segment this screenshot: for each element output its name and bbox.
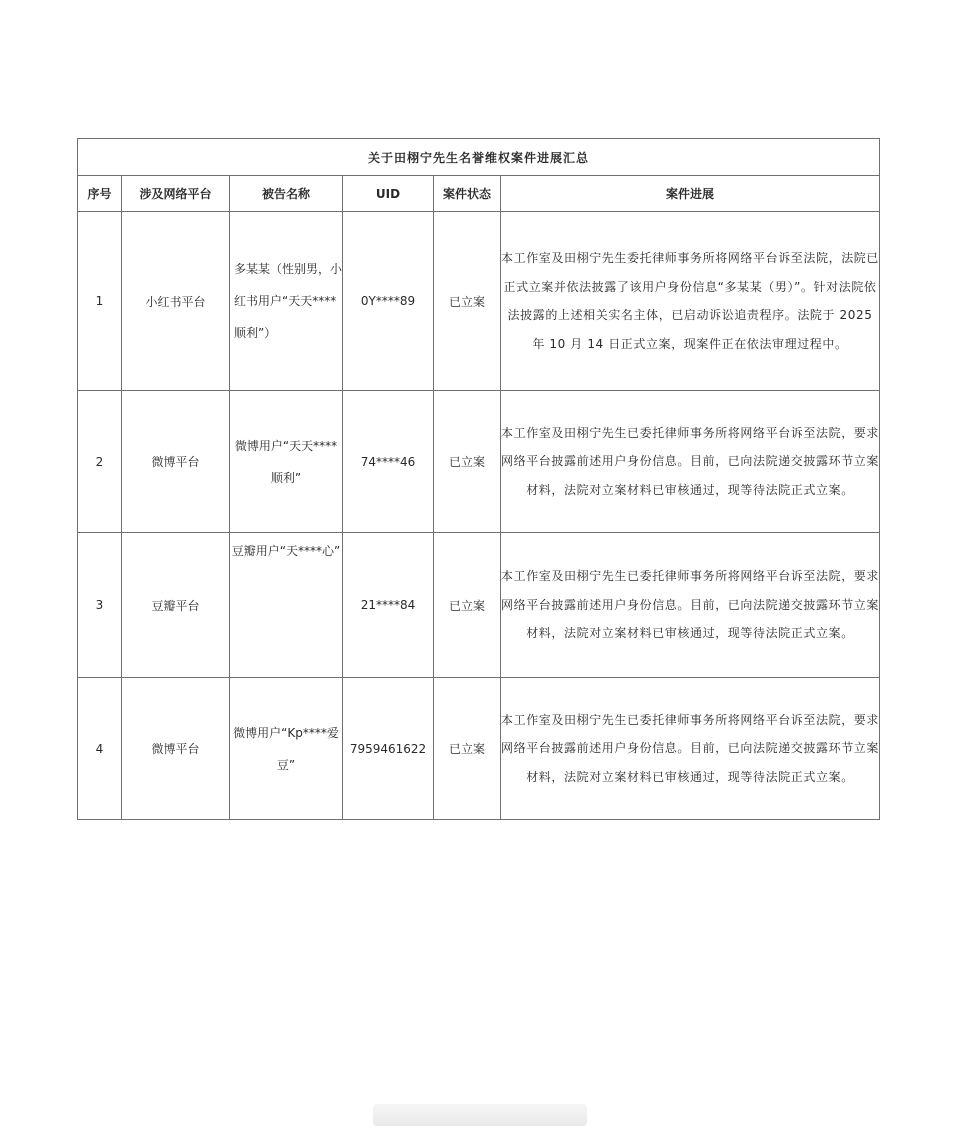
header-defendant: 被告名称: [230, 176, 343, 212]
row-platform: 微博平台: [122, 391, 230, 533]
row-index: 3: [78, 533, 122, 678]
row-uid: 21****84: [343, 533, 434, 678]
row-progress: 本工作室及田栩宁先生已委托律师事务所将网络平台诉至法院，要求网络平台披露前述用户身份信息。目前，已向法院递交披露环节立案材料，法院对立案材料已审核通过，现等待法院正式立案。: [501, 391, 880, 533]
row-status: 已立案: [434, 212, 501, 391]
table-row: [78, 678, 880, 820]
row-status: 已立案: [434, 391, 501, 533]
row-defendant-text: 豆瓣用户“天****心”: [231, 544, 341, 558]
table-header-row: [78, 176, 880, 212]
header-status: 案件状态: [434, 176, 501, 212]
row-defendant-text: 微博用户“天天****顺利”: [234, 438, 338, 485]
row-defendant-text: 微博用户“Kp****爱豆”: [233, 725, 339, 772]
row-platform: 小红书平台: [122, 212, 230, 391]
table-title: 关于田栩宁先生名誉维权案件进展汇总: [78, 139, 880, 176]
table-row: [78, 212, 880, 391]
row-defendant: [230, 678, 343, 820]
row-progress: 本工作室及田栩宁先生已委托律师事务所将网络平台诉至法院，要求网络平台披露前述用户身份信息。目前，已向法院递交披露环节立案材料，法院对立案材料已审核通过，现等待法院正式立案。: [501, 533, 880, 678]
header-platform: 涉及网络平台: [122, 176, 230, 212]
blurred-watermark-bar: [373, 1104, 587, 1126]
row-index: 1: [78, 212, 122, 391]
row-platform: 豆瓣平台: [122, 533, 230, 678]
row-status: 已立案: [434, 678, 501, 820]
case-summary-document: [77, 138, 879, 820]
table-title-row: [78, 139, 880, 176]
row-defendant-text: 多某某（性别男，小红书用户“天天****顺利”）: [234, 262, 343, 340]
row-index: 4: [78, 678, 122, 820]
row-defendant: [230, 391, 343, 533]
table-row: [78, 533, 880, 678]
row-platform: 微博平台: [122, 678, 230, 820]
row-status: 已立案: [434, 533, 501, 678]
header-uid: UID: [343, 176, 434, 212]
header-progress: 案件进展: [501, 176, 880, 212]
row-progress: 本工作室及田栩宁先生已委托律师事务所将网络平台诉至法院，要求网络平台披露前述用户身份信息。目前，已向法院递交披露环节立案材料，法院对立案材料已审核通过，现等待法院正式立案。: [501, 678, 880, 820]
table-row: [78, 391, 880, 533]
row-uid: 74****46: [343, 391, 434, 533]
row-uid: 7959461622: [343, 678, 434, 820]
case-progress-table: [77, 138, 880, 820]
row-progress: 本工作室及田栩宁先生委托律师事务所将网络平台诉至法院，法院已正式立案并依法披露了该用户身份信息“多某某（男）”。针对法院依法披露的上述相关实名主体，已启动诉讼追责程序。法院于 2025 年 10 月 14 日正式立案，现案件正在依法审理过程中。: [501, 212, 880, 391]
row-defendant: [230, 533, 343, 678]
header-index: 序号: [78, 176, 122, 212]
row-uid: 0Y****89: [343, 212, 434, 391]
row-index: 2: [78, 391, 122, 533]
row-defendant: [230, 212, 343, 391]
